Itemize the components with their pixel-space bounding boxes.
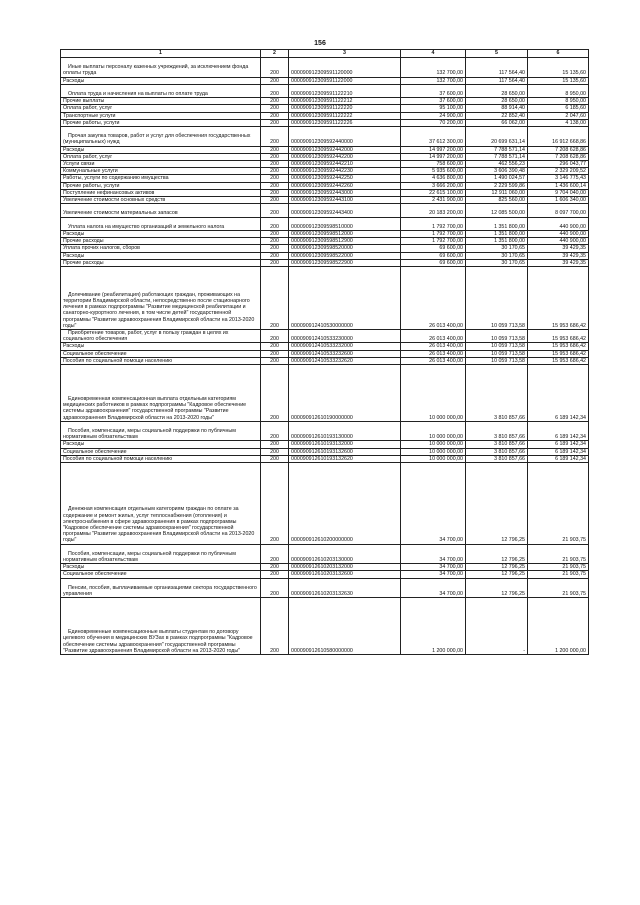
row-name: Социальное обеспечение: [61, 448, 261, 455]
row-name: Пособия по социальной помощи населению: [61, 455, 261, 462]
row-executed-amount: 1 351 800,00: [466, 217, 528, 230]
table-row: [61, 161, 589, 168]
row-budget-classification-code: 000090912309592442230: [289, 168, 401, 175]
budget-execution-table: [60, 49, 589, 655]
row-unexecuted-amount: 3 146 775,43: [528, 175, 589, 182]
row-budget-classification-code: 000090912309592442260: [289, 182, 401, 189]
row-executed-amount: 12 796,25: [466, 564, 528, 571]
row-line-code: 200: [261, 564, 289, 571]
row-name: Прочие расходы: [61, 259, 261, 266]
row-unexecuted-amount: 9 704 040,00: [528, 189, 589, 196]
row-line-code: 200: [261, 455, 289, 462]
row-budget-classification-code: 000090912410533232620: [289, 357, 401, 364]
row-approved-amount: 34 700,00: [401, 544, 466, 564]
row-line-code: 200: [261, 182, 289, 189]
row-executed-amount: 7 788 571,14: [466, 146, 528, 153]
row-unexecuted-amount: 7 208 628,86: [528, 146, 589, 153]
row-budget-classification-code: 000090912309591122220: [289, 105, 401, 112]
row-executed-amount: 1 351 800,00: [466, 238, 528, 245]
row-executed-amount: 3 810 857,66: [466, 421, 528, 441]
row-approved-amount: 26 013 400,00: [401, 343, 466, 350]
row-name: Увеличение стоимости основных средств: [61, 197, 261, 204]
row-line-code: 200: [261, 204, 289, 217]
row-budget-classification-code: 000090912309592440000: [289, 127, 401, 147]
row-line-code: 200: [261, 238, 289, 245]
row-name: Прочие выплаты: [61, 98, 261, 105]
row-unexecuted-amount: 8 950,00: [528, 98, 589, 105]
row-name: Пособия, компенсации, меры социальной поддержки по публичным нормативным обязательствам: [61, 421, 261, 441]
row-line-code: 200: [261, 197, 289, 204]
row-executed-amount: 20 699 631,14: [466, 127, 528, 147]
row-executed-amount: 28 650,00: [466, 84, 528, 97]
row-executed-amount: 3 810 857,66: [466, 455, 528, 462]
row-approved-amount: 14 997 200,00: [401, 146, 466, 153]
row-unexecuted-amount: 2 329 209,52: [528, 168, 589, 175]
row-budget-classification-code: 000090912309598510000: [289, 217, 401, 230]
row-budget-classification-code: 000090912610203130000: [289, 544, 401, 564]
row-line-code: 200: [261, 231, 289, 238]
row-approved-amount: 1 200 000,00: [401, 598, 466, 655]
table-row: [61, 421, 589, 441]
row-name: Расходы: [61, 343, 261, 350]
row-line-code: 200: [261, 267, 289, 330]
row-budget-classification-code: 000090912410533230000: [289, 330, 401, 343]
row-budget-classification-code: 000090912309592442210: [289, 161, 401, 168]
row-executed-amount: 12 796,25: [466, 578, 528, 598]
row-budget-classification-code: 000090912309598522000: [289, 252, 401, 259]
row-unexecuted-amount: 440 900,00: [528, 217, 589, 230]
table-row: [61, 350, 589, 357]
column-number-header-row: [61, 50, 589, 58]
row-executed-amount: 28 650,00: [466, 98, 528, 105]
row-budget-classification-code: 000090912309598512900: [289, 238, 401, 245]
row-unexecuted-amount: 21 903,75: [528, 578, 589, 598]
row-name: Услуги связи: [61, 161, 261, 168]
row-budget-classification-code: 000090912309598522900: [289, 259, 401, 266]
row-line-code: 200: [261, 441, 289, 448]
row-line-code: 200: [261, 463, 289, 545]
row-approved-amount: 26 013 400,00: [401, 350, 466, 357]
table-row: [61, 231, 589, 238]
row-unexecuted-amount: 6 189 142,34: [528, 441, 589, 448]
row-approved-amount: 758 600,00: [401, 161, 466, 168]
table-row: [61, 259, 589, 266]
row-line-code: 200: [261, 146, 289, 153]
row-approved-amount: 2 431 900,00: [401, 197, 466, 204]
row-executed-amount: 3 810 857,66: [466, 448, 528, 455]
row-executed-amount: 117 564,40: [466, 77, 528, 84]
row-line-code: 200: [261, 365, 289, 422]
table-row: [61, 58, 589, 78]
row-approved-amount: 10 000 000,00: [401, 455, 466, 462]
table-row: [61, 245, 589, 252]
row-unexecuted-amount: 21 903,75: [528, 564, 589, 571]
row-executed-amount: 10 059 713,58: [466, 350, 528, 357]
row-name: Поступление нефинансовых активов: [61, 189, 261, 196]
row-line-code: 200: [261, 357, 289, 364]
table-row: [61, 330, 589, 343]
row-budget-classification-code: 000090912610193130000: [289, 421, 401, 441]
row-executed-amount: 30 170,65: [466, 259, 528, 266]
row-unexecuted-amount: 39 429,35: [528, 252, 589, 259]
row-line-code: 200: [261, 105, 289, 112]
row-budget-classification-code: 000090912610580000000: [289, 598, 401, 655]
row-unexecuted-amount: 1 436 600,14: [528, 182, 589, 189]
row-unexecuted-amount: 15 953 686,42: [528, 343, 589, 350]
row-budget-classification-code: 000090912410530000000: [289, 267, 401, 330]
row-unexecuted-amount: 15 953 686,42: [528, 357, 589, 364]
row-executed-amount: 12 796,25: [466, 463, 528, 545]
row-budget-classification-code: 000090912309591122000: [289, 77, 401, 84]
row-line-code: 200: [261, 350, 289, 357]
row-executed-amount: 3 606 390,48: [466, 168, 528, 175]
table-row: [61, 84, 589, 97]
row-executed-amount: 3 810 857,66: [466, 365, 528, 422]
row-unexecuted-amount: 296 043,77: [528, 161, 589, 168]
row-budget-classification-code: 000090912410533232600: [289, 350, 401, 357]
row-unexecuted-amount: 1 200 000,00: [528, 598, 589, 655]
row-unexecuted-amount: 1 606 340,00: [528, 197, 589, 204]
row-name: Увеличение стоимости материальных запасов: [61, 204, 261, 217]
row-line-code: 200: [261, 245, 289, 252]
row-line-code: 200: [261, 58, 289, 78]
row-unexecuted-amount: 21 903,75: [528, 463, 589, 545]
row-unexecuted-amount: 15 953 686,42: [528, 267, 589, 330]
table-row: [61, 197, 589, 204]
row-name: Оплата работ, услуг: [61, 153, 261, 160]
row-executed-amount: 88 914,40: [466, 105, 528, 112]
row-line-code: 200: [261, 259, 289, 266]
table-row: [61, 463, 589, 545]
row-budget-classification-code: 000090912410533232000: [289, 343, 401, 350]
row-name: Уплата прочих налогов, сборов: [61, 245, 261, 252]
table-row: [61, 153, 589, 160]
row-name: Расходы: [61, 77, 261, 84]
table-row: [61, 455, 589, 462]
table-row: [61, 119, 589, 126]
row-name: Единовременные компенсационные выплаты студентам по договору целевого обучения в медицинских ВУЗах в рамках подпрограммы "Кадровое обеспечение системы здравоохранения" государственной программы "Развитие здравоохранения Владимирской области на 2013-2020 годы": [61, 598, 261, 655]
row-unexecuted-amount: 6 189 142,34: [528, 455, 589, 462]
table-row: [61, 146, 589, 153]
row-budget-classification-code: 000090912309592442200: [289, 153, 401, 160]
row-executed-amount: 117 564,40: [466, 58, 528, 78]
table-row: [61, 267, 589, 330]
table-row: [61, 448, 589, 455]
row-approved-amount: 20 183 200,00: [401, 204, 466, 217]
row-approved-amount: 37 600,00: [401, 84, 466, 97]
row-unexecuted-amount: 15 953 686,42: [528, 330, 589, 343]
column-header-1: 1: [61, 50, 261, 58]
row-budget-classification-code: 000090912309592443100: [289, 197, 401, 204]
row-approved-amount: 34 700,00: [401, 463, 466, 545]
row-budget-classification-code: 000090912610203132630: [289, 578, 401, 598]
row-budget-classification-code: 000090912610193132000: [289, 441, 401, 448]
row-approved-amount: 1 792 700,00: [401, 231, 466, 238]
row-executed-amount: 2 229 599,86: [466, 182, 528, 189]
row-approved-amount: 26 013 400,00: [401, 357, 466, 364]
row-approved-amount: 69 600,00: [401, 245, 466, 252]
row-executed-amount: 7 788 571,14: [466, 153, 528, 160]
row-unexecuted-amount: 15 953 686,42: [528, 350, 589, 357]
row-line-code: 200: [261, 77, 289, 84]
row-line-code: 200: [261, 161, 289, 168]
row-line-code: 200: [261, 343, 289, 350]
table-row: [61, 564, 589, 571]
table-row: [61, 175, 589, 182]
row-line-code: 200: [261, 153, 289, 160]
row-unexecuted-amount: 6 189 142,34: [528, 365, 589, 422]
row-name: Социальное обеспечение: [61, 571, 261, 578]
row-approved-amount: 34 700,00: [401, 564, 466, 571]
row-executed-amount: 10 059 713,58: [466, 343, 528, 350]
row-executed-amount: -: [466, 598, 528, 655]
row-budget-classification-code: 000090912309591122226: [289, 119, 401, 126]
row-budget-classification-code: 000090912309592443400: [289, 204, 401, 217]
column-header-3: 3: [289, 50, 401, 58]
row-name: Пенсии, пособия, выплачиваемые организациями сектора государственного управления: [61, 578, 261, 598]
row-budget-classification-code: 000090912610200000000: [289, 463, 401, 545]
row-approved-amount: 37 612 300,00: [401, 127, 466, 147]
table-row: [61, 252, 589, 259]
row-line-code: 200: [261, 448, 289, 455]
row-line-code: 200: [261, 84, 289, 97]
row-executed-amount: 12 085 500,00: [466, 204, 528, 217]
row-line-code: 200: [261, 189, 289, 196]
row-budget-classification-code: 000090912610193132620: [289, 455, 401, 462]
row-executed-amount: 10 059 713,58: [466, 267, 528, 330]
row-line-code: 200: [261, 571, 289, 578]
row-name: Прочие работы, услуги: [61, 119, 261, 126]
row-approved-amount: 26 013 400,00: [401, 267, 466, 330]
row-unexecuted-amount: 15 135,60: [528, 58, 589, 78]
row-budget-classification-code: 000090912309598512000: [289, 231, 401, 238]
row-budget-classification-code: 000090912610203132000: [289, 564, 401, 571]
row-unexecuted-amount: 16 912 668,86: [528, 127, 589, 147]
row-unexecuted-amount: 15 135,60: [528, 77, 589, 84]
row-executed-amount: 825 560,00: [466, 197, 528, 204]
row-name: Расходы: [61, 146, 261, 153]
table-row: [61, 571, 589, 578]
row-name: Расходы: [61, 252, 261, 259]
table-row: [61, 77, 589, 84]
row-line-code: 200: [261, 119, 289, 126]
row-name: Пособия, компенсации, меры социальной поддержки по публичным нормативным обязательствам: [61, 544, 261, 564]
row-unexecuted-amount: 7 208 628,86: [528, 153, 589, 160]
row-approved-amount: 1 792 700,00: [401, 238, 466, 245]
row-name: Пособия по социальной помощи населению: [61, 357, 261, 364]
row-budget-classification-code: 000090912309591122222: [289, 112, 401, 119]
table-row: [61, 98, 589, 105]
row-name: Уплата налога на имущество организаций и земельного налога: [61, 217, 261, 230]
row-name: Социальное обеспечение: [61, 350, 261, 357]
row-budget-classification-code: 000090912309591120000: [289, 58, 401, 78]
row-budget-classification-code: 000090912309592442000: [289, 146, 401, 153]
table-row: [61, 238, 589, 245]
table-row: [61, 127, 589, 147]
row-line-code: 200: [261, 175, 289, 182]
row-approved-amount: 69 600,00: [401, 259, 466, 266]
column-header-5: 5: [466, 50, 528, 58]
row-name: Денежная компенсация отдельным категориям граждан по оплате за содержание и ремонт жилья, услуг теплоснабжения (отопления) и электроснабжения в сфере здравоохранения в рамках подпрограммы "Кадровое обеспечение системы здравоохранения" государственной программы "Развитие здравоохранения Владимирской области на 2013-2020 годы": [61, 463, 261, 545]
row-approved-amount: 37 600,00: [401, 98, 466, 105]
row-approved-amount: 132 700,00: [401, 58, 466, 78]
row-unexecuted-amount: 6 189 142,34: [528, 448, 589, 455]
row-line-code: 200: [261, 168, 289, 175]
row-unexecuted-amount: 21 903,75: [528, 544, 589, 564]
table-row: [61, 168, 589, 175]
row-budget-classification-code: 000090912610203132600: [289, 571, 401, 578]
row-line-code: 200: [261, 598, 289, 655]
table-row: [61, 357, 589, 364]
row-name: Оплата работ, услуг: [61, 105, 261, 112]
table-row: [61, 441, 589, 448]
row-executed-amount: 10 059 713,58: [466, 330, 528, 343]
table-row: [61, 189, 589, 196]
row-name: Прочие расходы: [61, 238, 261, 245]
page-number: 156: [314, 40, 326, 47]
row-budget-classification-code: 000090912309591122212: [289, 98, 401, 105]
column-header-4: 4: [401, 50, 466, 58]
row-name: Прочая закупка товаров, работ и услуг для обеспечения государственных (муниципальных) нужд: [61, 127, 261, 147]
row-line-code: 200: [261, 112, 289, 119]
table-row: [61, 204, 589, 217]
row-name: Транспортные услуги: [61, 112, 261, 119]
row-approved-amount: 14 997 200,00: [401, 153, 466, 160]
row-unexecuted-amount: 6 189 142,34: [528, 421, 589, 441]
row-line-code: 200: [261, 578, 289, 598]
row-unexecuted-amount: 39 429,35: [528, 259, 589, 266]
row-approved-amount: 10 000 000,00: [401, 365, 466, 422]
row-unexecuted-amount: 440 900,00: [528, 238, 589, 245]
row-name: Иные выплаты персоналу казенных учреждений, за исключением фонда оплаты труда: [61, 58, 261, 78]
row-line-code: 200: [261, 330, 289, 343]
row-approved-amount: 26 013 400,00: [401, 330, 466, 343]
row-name: Долечивание (реабилитация) работающих граждан, проживающих на территории Владимирской области, непосредственно после стационарного лечения в рамках подпрограммы "Развитие медицинской реабилитации и санаторно-курортного лечения, в том числе детей" государственной программы "Развитие здравоохранения Владимирской области на 2013-2020 годы": [61, 267, 261, 330]
row-line-code: 200: [261, 544, 289, 564]
row-executed-amount: 30 170,65: [466, 252, 528, 259]
row-unexecuted-amount: 4 138,00: [528, 119, 589, 126]
row-budget-classification-code: 000090912610190000000: [289, 365, 401, 422]
table-row: [61, 365, 589, 422]
row-approved-amount: 69 600,00: [401, 252, 466, 259]
row-line-code: 200: [261, 217, 289, 230]
row-executed-amount: 12 911 060,00: [466, 189, 528, 196]
row-approved-amount: 10 000 000,00: [401, 448, 466, 455]
row-name: Коммунальные услуги: [61, 168, 261, 175]
table-row: [61, 343, 589, 350]
table-row: [61, 112, 589, 119]
row-name: Приобретение товаров, работ, услуг в пользу граждан в целях их социального обеспечения: [61, 330, 261, 343]
row-approved-amount: 10 000 000,00: [401, 441, 466, 448]
row-approved-amount: 95 100,00: [401, 105, 466, 112]
row-approved-amount: 1 792 700,00: [401, 217, 466, 230]
table-row: [61, 544, 589, 564]
row-name: Единовременная компенсационная выплата отдельным категориям медицинских работников в рамках подпрограммы "Кадровое обеспечение системы здравоохранения" государственной программы "Развитие здравоохранения Владимирской области на 2013-2020 годы": [61, 365, 261, 422]
row-budget-classification-code: 000090912309598520000: [289, 245, 401, 252]
row-approved-amount: 34 700,00: [401, 571, 466, 578]
row-executed-amount: 1 351 800,00: [466, 231, 528, 238]
row-executed-amount: 30 170,65: [466, 245, 528, 252]
row-unexecuted-amount: 6 185,60: [528, 105, 589, 112]
row-budget-classification-code: 000090912309591122210: [289, 84, 401, 97]
row-unexecuted-amount: 440 900,00: [528, 231, 589, 238]
row-budget-classification-code: 000090912309592443000: [289, 189, 401, 196]
row-name: Работы, услуги по содержанию имущества: [61, 175, 261, 182]
column-header-2: 2: [261, 50, 289, 58]
row-executed-amount: 66 062,00: [466, 119, 528, 126]
row-name: Расходы: [61, 564, 261, 571]
row-unexecuted-amount: 2 047,60: [528, 112, 589, 119]
row-unexecuted-amount: 39 429,35: [528, 245, 589, 252]
table-row: [61, 578, 589, 598]
row-unexecuted-amount: 21 903,75: [528, 571, 589, 578]
row-approved-amount: 24 900,00: [401, 112, 466, 119]
row-executed-amount: 12 796,25: [466, 571, 528, 578]
row-executed-amount: 1 490 024,57: [466, 175, 528, 182]
row-name: Расходы: [61, 441, 261, 448]
table-row: [61, 217, 589, 230]
row-unexecuted-amount: 8 097 700,00: [528, 204, 589, 217]
row-approved-amount: 4 636 800,00: [401, 175, 466, 182]
row-budget-classification-code: 000090912309592442250: [289, 175, 401, 182]
row-approved-amount: 132 700,00: [401, 77, 466, 84]
row-line-code: 200: [261, 252, 289, 259]
row-name: Расходы: [61, 231, 261, 238]
row-line-code: 200: [261, 98, 289, 105]
row-approved-amount: 70 200,00: [401, 119, 466, 126]
row-executed-amount: 22 852,40: [466, 112, 528, 119]
table-body: [61, 58, 589, 655]
table-row: [61, 182, 589, 189]
row-name: Прочие работы, услуги: [61, 182, 261, 189]
table-row: [61, 598, 589, 655]
row-approved-amount: 5 935 600,00: [401, 168, 466, 175]
row-budget-classification-code: 000090912610193132600: [289, 448, 401, 455]
row-unexecuted-amount: 8 950,00: [528, 84, 589, 97]
row-executed-amount: 462 556,23: [466, 161, 528, 168]
table-row: [61, 105, 589, 112]
row-line-code: 200: [261, 421, 289, 441]
row-approved-amount: 10 000 000,00: [401, 421, 466, 441]
row-line-code: 200: [261, 127, 289, 147]
row-executed-amount: 10 059 713,58: [466, 357, 528, 364]
row-approved-amount: 34 700,00: [401, 578, 466, 598]
row-executed-amount: 12 796,25: [466, 544, 528, 564]
row-approved-amount: 3 666 200,00: [401, 182, 466, 189]
column-header-6: 6: [528, 50, 589, 58]
row-executed-amount: 3 810 857,66: [466, 441, 528, 448]
row-approved-amount: 22 615 100,00: [401, 189, 466, 196]
row-name: Оплата труда и начисления на выплаты по оплате труда: [61, 84, 261, 97]
